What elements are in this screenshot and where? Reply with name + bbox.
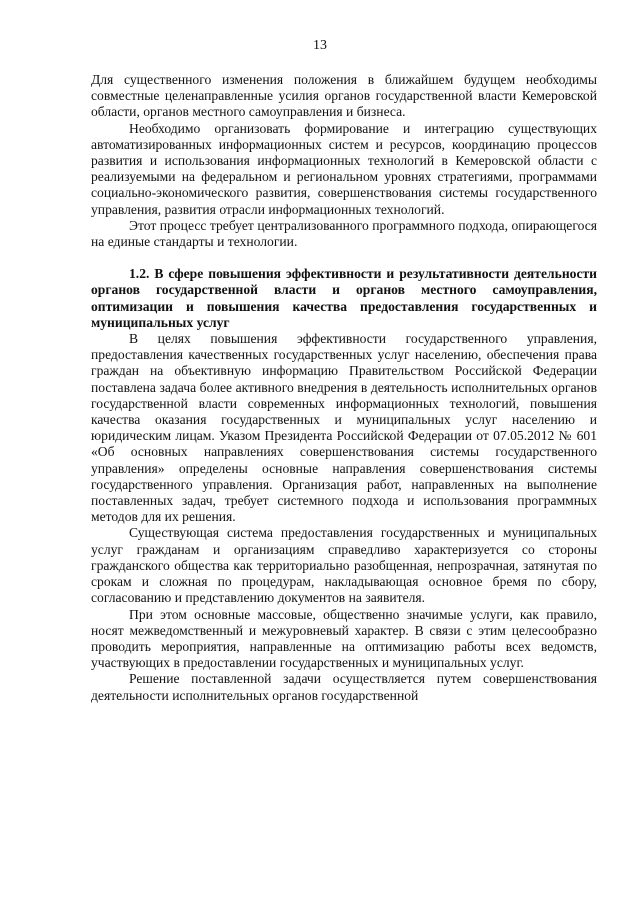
paragraph: Этот процесс требует централизованного программного подхода, опирающегося на единые стандарты и технологии. xyxy=(91,217,597,250)
paragraph: Для существенного изменения положения в ближайшем будущем необходимы совместные целенаправленные усилия органов государственной власти Кемеровской области, органов местного самоуправления и бизнеса. xyxy=(91,72,597,120)
paragraph: В целях повышения эффективности государственного управления, предоставления качественных государственных услуг населению, обеспечения права граждан на объективную информацию Правительством Российской Федерации поставлена задача более активного внедрения в деятельность исполнительных органов государственной власти современных информационных технологий, повышения качества оказания государственных и муниципальных услуг населению и юридическим лицам. Указом Президента Российской Федерации от 07.05.2012 № 601 «Об основных направлениях совершенствования системы государственного управления» определены основные направления совершенствования системы государственного управления. Организация работ, направленных на выполнение поставленных задач, требует системного подхода и использования программных методов для их решения. xyxy=(91,331,597,525)
paragraph: Существующая система предоставления государственных и муниципальных услуг гражданам и организациям справедливо характеризуется со стороны гражданского общества как территориально разобщенная, непрозрачная, затянутая по срокам и сложная по процедурам, накладывающая основное бремя по сбору, согласованию и представлению документов на заявителя. xyxy=(91,525,597,606)
section-heading: 1.2. В сфере повышения эффективности и результативности деятельности органов государственной власти и органов местного самоуправления, оптимизации и повышения качества предоставления государственных и муниципальных услуг xyxy=(91,266,597,330)
paragraph: При этом основные массовые, общественно значимые услуги, как правило, носят межведомственный и межуровневый характер. В связи с этим целесообразно проводить мероприятия, направленные на оптимизацию работы всех ведомств, участвующих в предоставлении государственных и муниципальных услуг. xyxy=(91,606,597,671)
document-body xyxy=(91,72,597,704)
paragraph: Необходимо организовать формирование и интеграцию существующих автоматизированных информационных систем и ресурсов, координацию процессов развития и использования информационных технологий в Кемеровской области с реализуемыми на федеральном и региональном уровнях стратегиями, программами социально-экономического развития, совершенствования системы государственного управления, развития отрасли информационных технологий. xyxy=(91,120,597,217)
paragraph: Решение поставленной задачи осуществляется путем совершенствования деятельности исполнительных органов государственной xyxy=(91,671,597,703)
page-number: 13 xyxy=(313,38,327,53)
